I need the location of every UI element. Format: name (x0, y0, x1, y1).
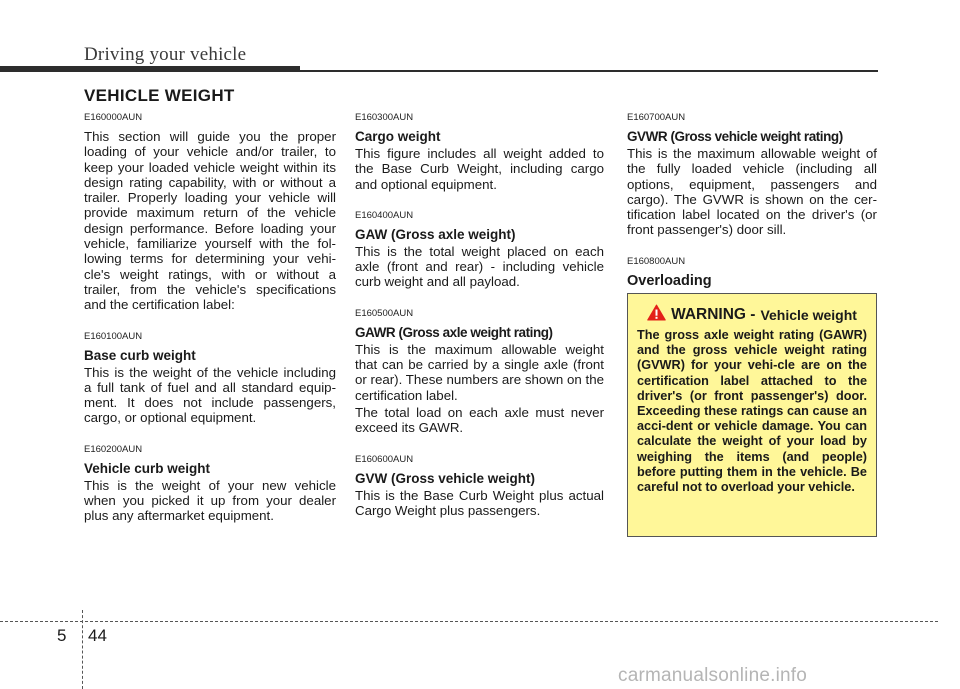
column-3 (627, 112, 877, 291)
header-rule-thick (0, 66, 300, 72)
gvw-text: This is the Base Curb Weight plus actual Cargo Weight plus passengers. (355, 487, 604, 518)
section-code: E160500AUN (355, 307, 414, 319)
warning-box (627, 293, 877, 537)
cargo-weight-text: This figure includes all weight added to the Base Curb Weight, including cargo and optional equipment. (355, 146, 604, 192)
page-number: 44 (88, 626, 107, 645)
warning-text: The gross axle weight rating (GAWR) and the gross vehicle weight rating (GVWR) for your vehi-cle are on the certification label attached to the driver's (or front passenger's) door. Exceeding these ratings can cause an acci-dent or vehicle damage. You can calculate the weight of your load by weighing the items (and people) before putting them in the vehicle. Be careful not to overload your vehicle. (637, 328, 867, 495)
vehicle-curb-weight-heading: Vehicle curb weight (84, 460, 211, 476)
gaw-text: This is the total weight placed on each axle (front and rear) - including vehicle curb weight and all payload. (355, 243, 604, 290)
header-rule-thin (300, 70, 878, 72)
gawr-text-2: The total load on each axle must never exceed its GAWR. (355, 404, 604, 436)
base-curb-weight-text: This is the weight of the vehicle including a full tank of fuel and all standard equip-ment. It does not include passengers, cargo, or optional equipment. (84, 364, 336, 426)
warning-triangle-icon (647, 304, 666, 326)
base-curb-weight-heading: Base curb weight (84, 347, 196, 363)
footer-dashed-rule (0, 621, 938, 622)
gawr-text: This is the maximum allowable weight that can be carried by a single axle (front or rear). These numbers are shown on the certification label. (355, 341, 604, 403)
section-code: E160200AUN (84, 443, 143, 455)
warning-subtitle: Vehicle weight (760, 307, 857, 323)
gawr-heading: GAWR (Gross axle weight rating) (355, 324, 553, 340)
section-code: E160800AUN (627, 255, 686, 267)
section-code: E160100AUN (84, 330, 143, 342)
cargo-weight-heading: Cargo weight (355, 129, 441, 144)
watermark: carmanualsonline.info (618, 665, 808, 686)
intro-paragraph: This section will guide you the proper loading of your vehicle and/or trailer, to keep your loaded vehicle weight within its design rating capability, with or without a trailer. Properly loading your vehicle will provide maximum return of the vehicle design performance. Before loading your vehicle, familiarize yourself with the fol-lowing terms for determining your vehi-cle's weight ratings, with or without a trailer, from the vehicle's specifications and the certification label: (84, 129, 336, 313)
gvwr-text: This is the maximum allowable weight of the fully loaded vehicle (including all options, equipment, passengers and cargo). The GVWR is shown on the cer-tification label located on the driver's (or front passenger's) door sill. (627, 146, 877, 238)
footer-vertical-rule (82, 610, 83, 689)
section-code: E160600AUN (355, 453, 414, 465)
section-code: E160000AUN (84, 112, 143, 123)
section-title: VEHICLE WEIGHT (84, 86, 235, 105)
chapter-number: 5 (57, 626, 67, 645)
column-2 (355, 112, 604, 536)
warning-title (637, 304, 867, 326)
gvw-heading: GVW (Gross vehicle weight) (355, 470, 536, 486)
section-code: E160700AUN (627, 112, 686, 123)
gvwr-heading: GVWR (Gross vehicle weight rating) (627, 129, 843, 144)
warning-label: WARNING - (671, 306, 756, 323)
page-header-title: Driving your vehicle (84, 44, 247, 65)
vehicle-curb-weight-text: This is the weight of your new vehicle when you picked it up from your dealer plus any aftermarket equipment. (84, 477, 336, 524)
overloading-heading: Overloading (627, 272, 712, 289)
column-1 (84, 112, 336, 542)
section-code: E160300AUN (355, 112, 414, 123)
section-code: E160400AUN (355, 209, 414, 221)
gaw-heading: GAW (Gross axle weight) (355, 226, 516, 242)
